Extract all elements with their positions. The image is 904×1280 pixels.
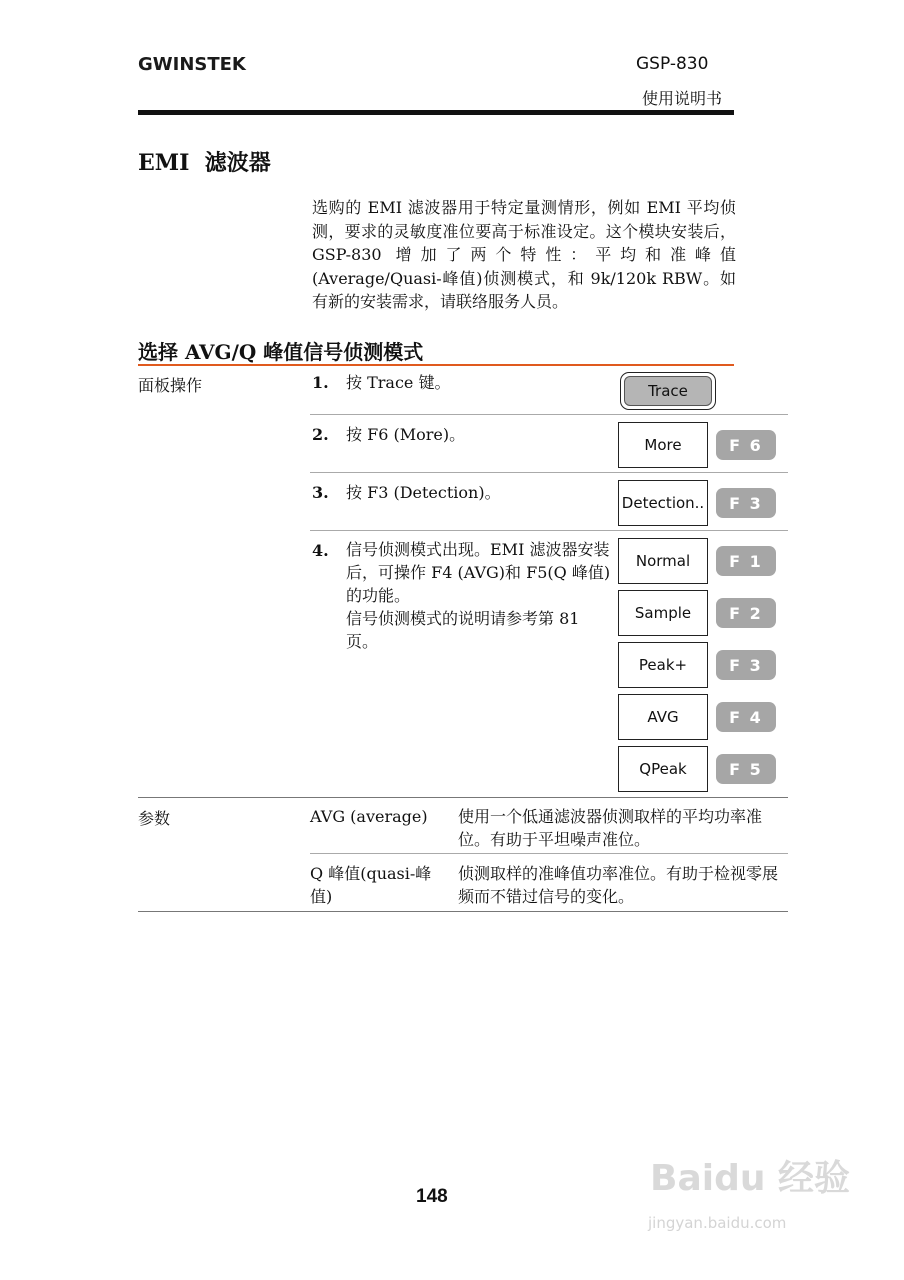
param-desc: 侦测取样的准峰值功率准位。有助于检视零展频而不错过信号的变化。	[458, 864, 779, 906]
softkey-more[interactable]: More	[618, 422, 708, 468]
row-divider	[310, 472, 788, 473]
row-divider	[310, 414, 788, 415]
section-title: EMI 滤波器	[138, 150, 271, 176]
step-number: 1.	[312, 373, 329, 392]
watermark-url: jingyan.baidu.com	[648, 1214, 787, 1232]
page-number: 148	[416, 1186, 448, 1207]
param-desc: 使用一个低通滤波器侦测取样的平均功率准位。有助于平坦噪声准位。	[458, 807, 763, 849]
param-name: Q 峰值(quasi-峰值)	[310, 864, 432, 906]
fkey-f5[interactable]: F 5	[716, 754, 776, 784]
table-bottom-rule	[138, 911, 788, 912]
fkey-f1[interactable]: F 1	[716, 546, 776, 576]
model-name: GSP-830	[636, 54, 709, 74]
step-text: 按 F6 (More)。	[346, 425, 466, 444]
fkey-f3[interactable]: F 3	[716, 650, 776, 680]
intro-paragraph: 选购的 EMI 滤波器用于特定量测情形，例如 EMI 平均侦测，要求的灵敏度准位要高于标准设定。这个模块安装后，GSP-830 增加了两个特性：平均和准峰值(Average/Quasi-峰值)侦测模式，和 9k/120k RBW。如有新的安装需求，请联络服务人员。	[312, 198, 736, 311]
section-divider	[138, 797, 788, 798]
softkey-normal[interactable]: Normal	[618, 538, 708, 584]
step-note: 信号侦测模式的说明请参考第 81 页。	[346, 609, 580, 651]
step-number: 3.	[312, 483, 329, 502]
softkey-sample[interactable]: Sample	[618, 590, 708, 636]
subsection-title: 选择 AVG/Q 峰值信号侦测模式	[138, 340, 424, 364]
row-divider	[310, 530, 788, 531]
subsection-rule	[138, 364, 734, 366]
manual-subtitle: 使用说明书	[642, 89, 723, 108]
step-text: 信号侦测模式出现。EMI 滤波器安装后，可操作 F4 (AVG)和 F5(Q 峰值)的功能。	[346, 540, 611, 605]
trace-key-label: Trace	[624, 376, 712, 406]
param-name: AVG (average)	[310, 807, 428, 826]
step-number: 2.	[312, 425, 329, 444]
softkey-detection[interactable]: Detection..	[618, 480, 708, 526]
row-divider	[310, 853, 788, 854]
fkey-f4[interactable]: F 4	[716, 702, 776, 732]
params-label: 参数	[138, 809, 171, 828]
header-rule	[138, 110, 734, 115]
step-number: 4.	[312, 541, 329, 560]
trace-key[interactable]	[620, 372, 716, 410]
softkey-avg[interactable]: AVG	[618, 694, 708, 740]
softkey-peak-plus[interactable]: Peak+	[618, 642, 708, 688]
step-text: 按 Trace 键。	[346, 373, 451, 392]
fkey-f2[interactable]: F 2	[716, 598, 776, 628]
fkey-f3[interactable]: F 3	[716, 488, 776, 518]
panel-operation-label: 面板操作	[138, 376, 203, 395]
softkey-qpeak[interactable]: QPeak	[618, 746, 708, 792]
fkey-f6[interactable]: F 6	[716, 430, 776, 460]
step-text: 按 F3 (Detection)。	[346, 483, 501, 502]
brand-logo: GWINSTEK	[138, 54, 246, 75]
watermark-brand: Baidu 经验	[650, 1158, 851, 1199]
